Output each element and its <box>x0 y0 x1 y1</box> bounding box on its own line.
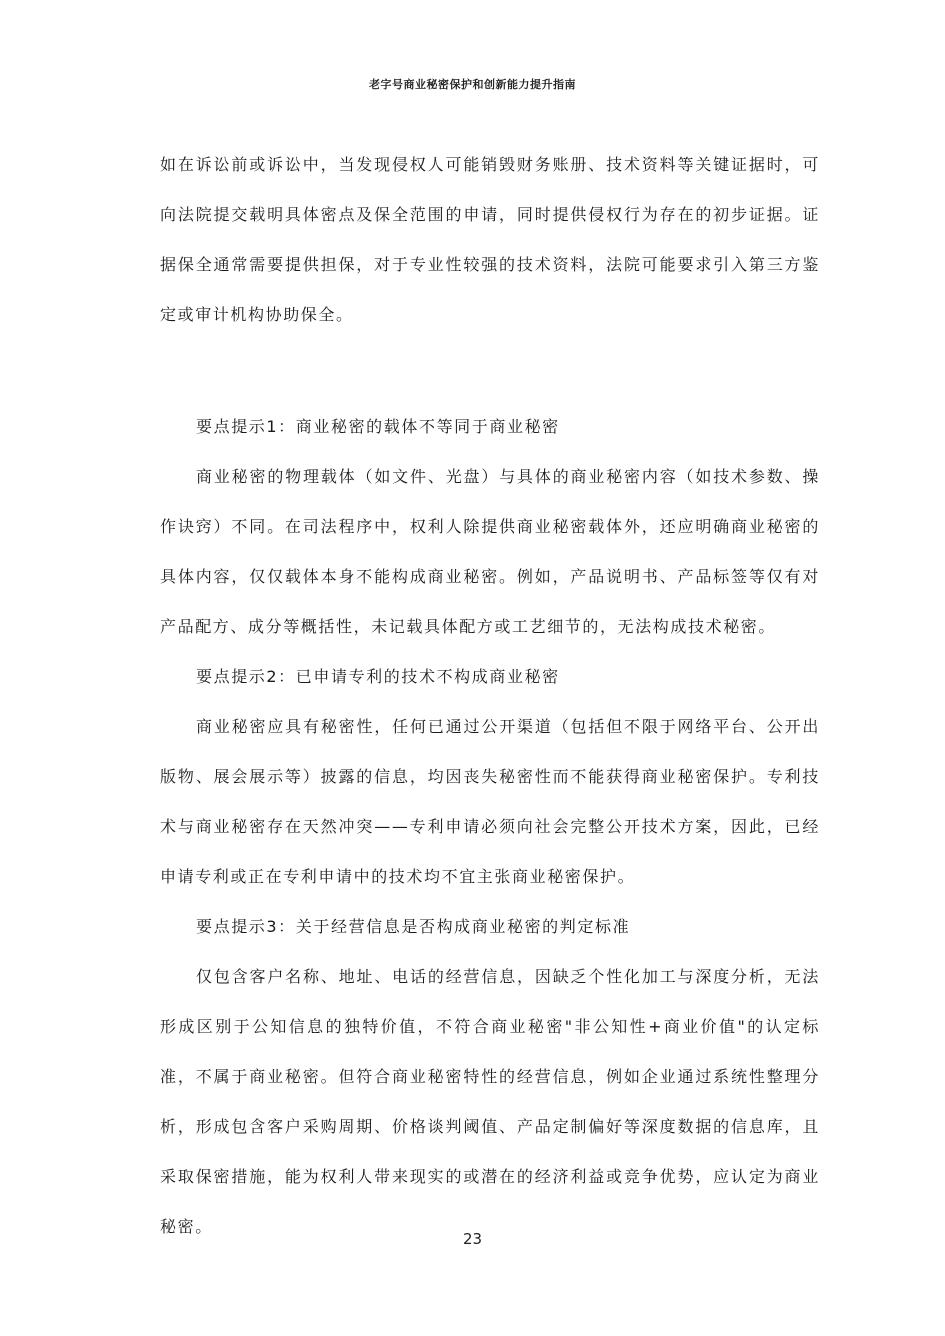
document-body <box>160 140 820 1252</box>
paragraph-gap <box>160 340 820 402</box>
running-header: 老字号商业秘密保护和创新能力提升指南 <box>369 78 576 91</box>
tip-2-heading: 要点提示2：已申请专利的技术不构成商业秘密 <box>196 667 560 686</box>
tip-3-heading: 要点提示3：关于经营信息是否构成商业秘密的判定标准 <box>196 917 631 936</box>
tip-1-heading: 要点提示1：商业秘密的载体不等同于商业秘密 <box>196 417 560 436</box>
tip-1-body: 商业秘密的物理载体（如文件、光盘）与具体的商业秘密内容（如技术参数、操作诀窍）不同。在司法程序中，权利人除提供商业秘密载体外，还应明确商业秘密的具体内容，仅仅载体本身不能构成商业秘密。例如，产品说明书、产品标签等仅有对产品配方、成分等概括性，未记载具体配方或工艺细节的，无法构成技术秘密。 <box>160 467 820 636</box>
tip-2-body: 商业秘密应具有秘密性，任何已通过公开渠道（包括但不限于网络平台、公开出版物、展会展示等）披露的信息，均因丧失秘密性而不能获得商业秘密保护。专利技术与商业秘密存在天然冲突——专利申请必须向社会完整公开技术方案，因此，已经申请专利或正在专利申请中的技术均不宜主张商业秘密保护。 <box>160 717 820 886</box>
paragraph-evidence-preservation: 如在诉讼前或诉讼中，当发现侵权人可能销毁财务账册、技术资料等关键证据时，可向法院提交载明具体密点及保全范围的申请，同时提供侵权行为存在的初步证据。证据保全通常需要提供担保，对于专业性较强的技术资料，法院可能要求引入第三方鉴定或审计机构协助保全。 <box>160 155 820 324</box>
tip-3-body: 仅包含客户名称、地址、电话的经营信息，因缺乏个性化加工与深度分析，无法形成区别于公知信息的独特价值，不符合商业秘密"非公知性+商业价值"的认定标准，不属于商业秘密。但符合商业秘密特性的经营信息，例如企业通过系统性整理分析，形成包含客户采购周期、价格谈判阈值、产品定制偏好等深度数据的信息库，且采取保密措施，能为权利人带来现实的或潜在的经济利益或竞争优势，应认定为商业秘密。 <box>160 967 820 1236</box>
page-number: 23 <box>462 1230 483 1248</box>
